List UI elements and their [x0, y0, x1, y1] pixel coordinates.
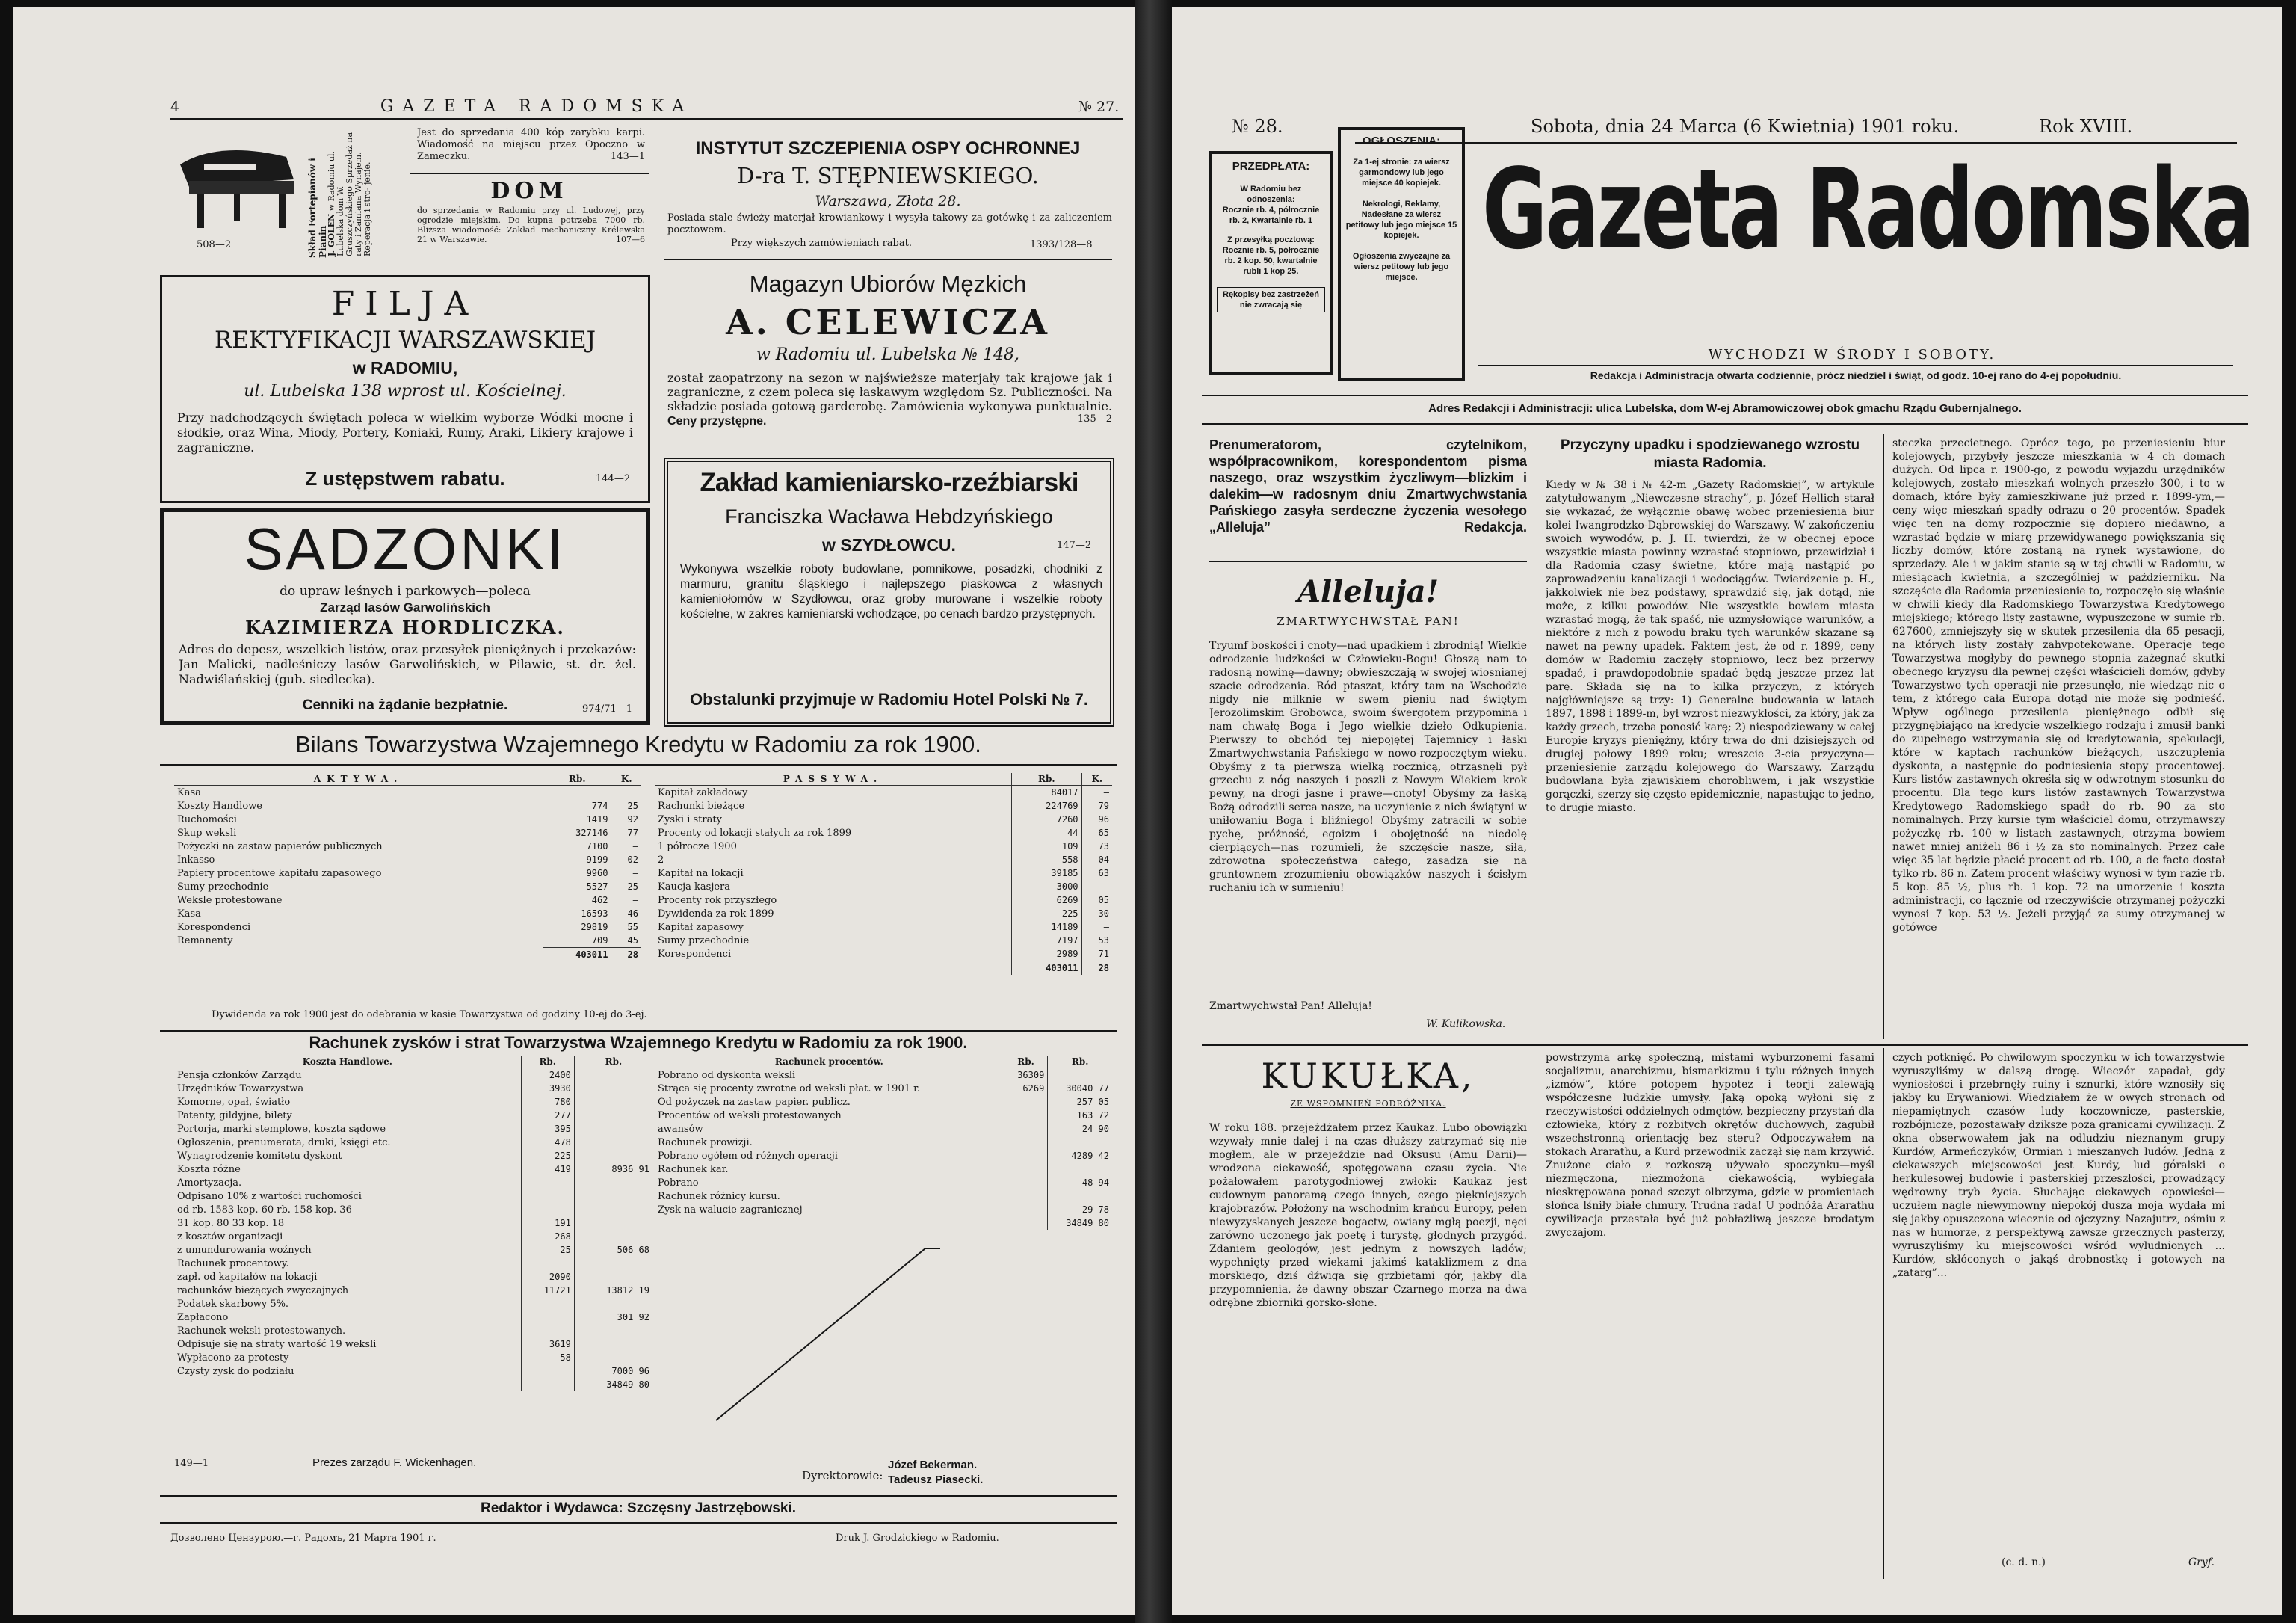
kukulka-col3: czych potknięć. Po chwilowym spoczynku w ich towarzystwie wyruszyliśmy w dalszą drogę. Wieczór zapadał, gdy wyniosłości i przebrnęły ruiny i sznurki, które wznosiły się jakby ku Erywaniowi. Wiedziałem że w owych stronach od niepamiętnych czasów ludy koczownicze, pasterskie, rozbójnicze, pozostawały dziksze poza granicami cywilizacji. Z okna obserwowałem jak na odludziu nieznanym grupy Kurdów, Armeńczyków, Ormian i mieszanych ludów. Jedną z ciekawszych miejscowości jest Kurdy, lud góralski o herkulesowej budowie i pasterskiej przeszłości, prowadzący wędrowny tryb życia. Słuchając ciekawych opowieści—uczułem nagle niewymowny niepokój dusza moja wydała mi się jakby opuszczona wiecznie od ojczyzny. Nazajutrz, ośmiu z nas w humorze, z perspektywą zawsze grzecznych pasterzy, wyruszyliśmy ku miejscowości wśród wyludnionych ... Kurdów, skłóconych o jakąś drobnostkę i gotowych na „zatarg”...: [1892, 1052, 2225, 1279]
kukulka-col2: powstrzyma arkę społeczną, mistami wyburzonemi fasami socjalizmu, anarchizmu, bismarkizmu i tylu różnych innych „izmów”, które potopem hypotez i teorji zalewają współczesne ludzkie umysły. Jaką opoką wyłoni się z rzeczywistości oddzielnych odmętów, bezpieczny przystań dla człowieka, który z rozbitych okrętów duchowych, zagubił wszechstronną orientację bez steru? Odpoczywałem na stokach Ararathu, a Kurd przewodnik zaczął się nam krzywić. Znużone ciało z rozkoszą używało spoczynku—myśl niezmęczona, niezmożona ciekawością, wybiegała nieskrępowana ponad szczyt olbrzyma, gdzie w promieniach słońca lśniły białe chmury. Trudna rada! U podnóża Ararathu cywilizacja przestała być już pobłażliwą jeszcze brodatym zwyczajom.: [1546, 1052, 1874, 1239]
table-row: Zysk na walucie zagranicznej 29 78: [655, 1203, 1112, 1216]
sadzonki-line2: Zarząd lasów Garwolińskich: [320, 600, 490, 615]
instytut-city: Warszawa, Złota 28.: [815, 193, 961, 209]
house-ad-title: DOM: [490, 178, 568, 204]
left-page: [13, 7, 1135, 1615]
filja-ad: [160, 275, 650, 503]
table-row: Kasa: [174, 786, 641, 800]
przyczyny-body: Kiedy w № 38 i № 42-m „Gazety Radomskiej”, w artykule zatytułowanym „Niewczesne strachy”, p. Józef Hellich starał się wykazać, że wyłącznie obawę wobec przeniesienia biur kolei Iwangrodzko-Dąbrowskiej do Warszawy. W zakończeniu swoich wywodów, p. J. H. twierdzi, że w obecnej epoce wszystkie miasta powinny wzrastać stopniowo, przewidział i dla Radomia czasy świetne, które mają nastąpić po zaprowadzeniu kanalizacji i wodociągów. Twierdzenie p. H., jakkolwiek nie bez podstawy, sprawdzić się, jak dotąd, nie może, z kilku powodów. Nie wszystkie bowiem miasta wzrastać mogą, że tak spaść, nie uzmysłowiące warunków, a niektóre z nich z powodu braku tych warunków skazane są nawet na pewny upadek. Faktem jest, że od r. 1899, ceny domów w Radomiu zaczęły stopniowo, lecz bez przerwy spadać, i prawdopodobnie spadać będą jeszcze przez lat parę. Składa się na to kilka przyczyn, z których najgłówniejsze są trzy: 1) Generalne budowania w latach 1897, 1898 i 1899-m, był wzrost niezwykłości, za który, jak za każdy grzech, trzeba ponosić karę; 2) niespodziewany w całej Europie kryzys pieniężny, który trwa do dni dzisiejszych od drugiej połowy 1899 roku; wreszcie 3-cia przyczyna—przeniesienie zarządu kolejowego do Warszawy. Zarządu budowlana była zjawiskiem chorobliwem, i jak wszystkie gorączki, szerzy się często epidemicznie, napastując to jedno, to drugie miasto.: [1546, 479, 1874, 814]
piano-illustration: [174, 135, 301, 232]
house-ad-text: do sprzedania w Radomiu przy ul. Ludowej, przy ogrodzie miejskim. Do kupna potrzeba 7000 rb. Bliższa wiadomość: Zakład mechaniczny Krélewska 21 w Warszawie. 107—6: [417, 206, 645, 244]
table-row: awansów 24 90: [655, 1122, 1112, 1136]
table-row: Kapitał zakładowy 84017 —: [655, 786, 1112, 800]
masthead-address: Adres Redakcji i Administracji: ulica Lubelska, dom W-ej Abramowiczowej obok gmachu Rządu Gubernjalnego.: [1428, 402, 2022, 415]
rachunek-left-table: Koszta Handlowe. Rb. Rb. Pensja członków Zarządu 2400 Urzędników Towarzystwa 3930 Komorne, opał, światło 780 Patenty, gildyjne, bilety 277 Portorja, marki stemplowe, koszta sądowe 395 Ogłoszenia, prenumerata, druki, księgi etc. 478 Wynagrodzenie komitetu dyskont 225 Koszta różne 419 8936 91 Amortyzacja. Odpisano 10% z wartości ruchomości od rb. 1583 kop. 60 rb. 158 kop. 36 31 kop. 80 33 kop. 18 191 z kosztów organizacji 268 z umundurowania woźnych 25 506 68 Rachunek procentowy. zapł. od kapitałów na lokacji 2090 rachunków bieżących zwyczajnych 11721 13812 19 Podatek skarbowy 5%. Zapłacono 301 92 Rachunek weksli protestowanych. Odpisuje się na straty wartość 19 weksli 3619 Wypłacono za protesty 58 Czysty zysk do podziału 7000 96 34849 80: [174, 1056, 652, 1391]
table-row: Kasa 16593 46: [174, 907, 641, 920]
table-row: Sumy przechodnie 7197 53: [655, 934, 1112, 947]
table-row: Czysty zysk do podziału 7000 96: [174, 1364, 652, 1378]
page-number: 4: [170, 99, 180, 115]
table-row: 34849 80: [655, 1216, 1112, 1230]
directors: Józef Bekerman. Tadeusz Piasecki.: [888, 1459, 984, 1486]
sadzonki-body: Adres do depesz, wszelkich listów, oraz przesyłek pieniężnych i przekazów: Jan Malicki, nadleśniczy lasów Garwolińskich, w Pilawie, st. dr. żel. Nadwiślańskiej (gub. siedlecka).: [179, 642, 636, 686]
kamieniarski-title: Zakład kamieniarsko-rzeźbiarski: [700, 468, 1078, 497]
piano-details: J. GOLEN w Radomiu ul. Lubelska dom W. Gruszczyńskiego Sprzedaż na raty i Zamiana Wynajem. Reperacja i stro- jenie.: [327, 132, 372, 256]
kamieniarski-place: w SZYDŁOWCU.: [822, 535, 956, 555]
alleluja-sub: ZMARTWYCHWSTAŁ PAN!: [1277, 615, 1460, 628]
issue-date: Sobota, dnia 24 Marca (6 Kwietnia) 1901 roku.: [1531, 116, 1960, 137]
table-row: Amortyzacja.: [174, 1176, 652, 1189]
kukulka-cont: (c. d. n.): [2002, 1556, 2046, 1568]
piano-ad: [174, 127, 331, 258]
running-title: GAZETA RADOMSKA: [380, 97, 694, 116]
sadzonki-title: SADZONKI: [244, 516, 567, 582]
table-row: 31 kop. 80 33 kop. 18 191: [174, 1216, 652, 1230]
pasywa-table: PASSYWA. Rb. K. Kapitał zakładowy 84017 — Rachunki bieżące 224769 79 Zyski i straty 7260 96 Procenty od lokacji stałych za rok 1899 44 65 1 półrocze 1900 109 73 2 558 04 Kapitał na lokacji 39185 63 Kaucja kasjera 3000 — Procenty rok przyszłego 6269 05 Dywidenda za rok 1899 225 30 Kapitał zapasowy 14189 — Sumy przechodnie 7197 53 Korespondenci 2989 71 403011 28: [655, 773, 1112, 975]
rachunek-ref: 149—1: [174, 1458, 209, 1469]
table-row: Zapłacono 301 92: [174, 1311, 652, 1324]
kamieniarski-name: Franciszka Wacława Hebdzyńskiego: [725, 505, 1053, 528]
right-page: [1172, 7, 2282, 1615]
kukulka-sub: ZE WSPOMNIEŃ PODRÓŻNIKA.: [1290, 1099, 1446, 1109]
table-row: Rachunek prowizji.: [655, 1136, 1112, 1149]
kamieniarski-footer: Obstalunki przyjmuje w Radomiu Hotel Polski № 7.: [689, 690, 1089, 709]
filja-line2: w RADOMIU,: [352, 358, 458, 378]
table-row: z umundurowania woźnych 25 506 68: [174, 1243, 652, 1257]
table-row: Korespondenci 29819 55: [174, 920, 641, 934]
sadzonki-footer: Cenniki na żądanie bezpłatnie.: [302, 697, 508, 713]
sadzonki-ref: 974/71—1: [582, 703, 633, 715]
celewicz-body: został zaopatrzony na sezon w najświeższe materjały tak krajowe jak i zagraniczne, z czem poleca się łaskawym względom Sz. Publiczności. Na składzie posiada gotową garderobę. Zamówienia wykonywa punktualnie. Ceny przystępne. 135—2: [667, 371, 1112, 428]
issue-year: Rok XVIII.: [2039, 116, 2133, 137]
table-row: Rachunek weksli protestowanych.: [174, 1324, 652, 1337]
table-row: 2 558 04: [655, 853, 1112, 866]
instytut-title: INSTYTUT SZCZEPIENIA OSPY OCHRONNEJ: [695, 138, 1081, 158]
table-row: Odpisano 10% z wartości ruchomości: [174, 1189, 652, 1203]
masthead-sub: WYCHODZI W ŚRODY I SOBOTY.: [1708, 347, 1996, 363]
piano-title: Skład Fortepianów i Pianin: [307, 158, 328, 258]
table-row: Pobrano 48 94: [655, 1176, 1112, 1189]
table-row: Koszta różne 419 8936 91: [174, 1162, 652, 1176]
printer-line: Druk J. Grodzickiego w Radomiu.: [836, 1533, 999, 1544]
table-row: Kaucja kasjera 3000 —: [655, 880, 1112, 893]
kamieniarski-body: Wykonywa wszelkie roboty budowlane, pomnikowe, posadzki, chodniki z marmuru, granitu śląskiego i najlepszego piaskowca z własnych kamieniołomów w Szydłowcu, oraz groby murowane i wszelkie roboty kościelne, w zakres kamieniarski wchodzące, po cenach bardzo przystępnych.: [680, 563, 1102, 620]
table-row: Rachunek kar.: [655, 1162, 1112, 1176]
table-row: Skup weksli 327146 77: [174, 826, 641, 840]
table-row: Urzędników Towarzystwa 3930: [174, 1082, 652, 1095]
sadzonki-line1: do upraw leśnych i parkowych—poleca: [280, 584, 531, 599]
table-row: Rachunek różnicy kursu.: [655, 1189, 1112, 1203]
table-row: Rachunek procentowy.: [174, 1257, 652, 1270]
table-row: Podatek skarbowy 5%.: [174, 1297, 652, 1311]
subscription-text: W Radomiu bez odnoszenia: Rocznie rb. 4, półrocznie rb. 2, Kwartalnie rb. 1 Z przesyłką pocztową: Rocznie rb. 5, półrocznie rb. 2 kop. 50, kwartalnie rubli 1 kop 25. Rękopisy bez zastrzeżeń nie zwracają się: [1217, 184, 1325, 312]
celewicz-name: A. CELEWICZA: [726, 302, 1050, 342]
table-row: Zyski i straty 7260 96: [655, 813, 1112, 826]
editor-line: Redaktor i Wydawca: Szczęsny Jastrzębowski.: [480, 1500, 797, 1516]
ads-pricing-box: [1338, 127, 1465, 381]
table-row: Inkasso 9199 02: [174, 853, 641, 866]
aktywa-table: AKTYWA. Rb. K. Kasa Koszty Handlowe 774 25 Ruchomości 1419 92 Skup weksli 327146 77 Pożyczki na zastaw papierów publicznych 7100 — Inkasso 9199 02 Papiery procentowe kapitału zapasowego 9960 — Sumy przechodnie 5527 25 Weksle protestowane 462 — Kasa 16593 46 Korespondenci 29819 55 Remanenty 709 45 403011 28: [174, 773, 641, 961]
table-row: Komorne, opał, światło 780: [174, 1095, 652, 1109]
table-row: Procentów od weksli protestowanych 163 72: [655, 1109, 1112, 1122]
filja-body: Przy nadchodzących świętach poleca w wielkim wyborze Wódki mocne i słodkie, oraz Wina, Miody, Portery, Koniaki, Rumy, Araki, Likiery krajowe i zagraniczne.: [177, 410, 633, 455]
filja-line1: REKTYFIKACJI WARSZAWSKIEJ: [214, 327, 596, 354]
instytut-body: Posiada stale świeży materjał krowiankowy i wysyła takowy za gotówkę i za zaliczeniem pocztowem.: [667, 212, 1112, 235]
issue-number: № 27.: [1078, 99, 1120, 115]
directors-label: Dyrektorowie:: [802, 1469, 883, 1482]
table-row: Ruchomości 1419 92: [174, 813, 641, 826]
alleluja-sign: W. Kulikowska.: [1426, 1018, 1506, 1030]
przyczyny-continued: steczka przecietnego. Oprócz tego, po przeniesieniu biur kolejowych, przybyły jeszcze mieszkania w 4 ch domach dużych. Od lipca r. 1900-go, z powodu wyjazdu urzędników kolejowych, zostało mieszkań wolnych przeszło 300, i to w domach, które były zamieszkiwane już przed r. 1899-ym,—ceny więc mieszkań spadły odrazu o 20 procentów. Spadek więc ten na domy rozpocznie się dopiero niedawno, a wzrastać będzie w miarę przewidywanego powiększania się liczby domów, które zostaną na rynek wystawione, do sprzedaży. Ale i w jakim stanie są w tej chwili w Radomiu, w miesiącach kwietnia, a szczególniej w październiku. Na szczęście dla Radomia przeniesienie to, rozpoczęło się właśnie w chwili kiedy dla Radomskiego Towarzystwa Kredytowego miejskiego; którego listy zastawne, wypuszczone w sumie rb. 627600, zmniejszyły się w skutek przesilenia dla 65 pesacji, na których listy zostały zahypotekowane. Operacje tego Towarzystwa mogłyby do pewnego stopnia zażegnać skutki obecnego kryzysu dla pewnej części właścicieli domów, gdyby Towarzystwo tych operacji nie przesunęło, nie wiedząc nic o tem, z którego cała Europa dotąd nie może się podnieść. Wpływ ogólnego przesilenia pieniężnego odbił się przygnębiająco na kredycie wszelkiego rodzaju i zmusił banki do zupełnego wstrzymania się od kredytowania, spekulacji, które w kaptach rachunków bieżących, uszczuplenia dyskonta, a następnie do podniesienia stopy procentowej. Kurs listów zastawnych określa się w odwrotnym stosunku do procentu. Dla tego kurs listów zastawnych Towarzystwa Kredytowego Radomskiego spadł do rb. 90 za sto nominalnych. Przy kursie tym właściciel domu, otrzymawszy pożyczkę rb. 100 w listach zastawnych, otrzyma bowiem nawet mniej aniżeli 86 i ½ za sto nominalnych. Przez całe więc 35 lat będzie płacić procent od rb. 100, a de facto dostał tylko rb. 86 n. Zatem procent właściwy wynosi w tym razie rb. 5 kop. 85 ½, plus rb. 1 kop. 72 na umorzenie i koszta administracji, co łącznie od rzeczywiście otrzymanej pożyczki wynosi 7 kop. 53 ½. Jeżeli przyjąć za sumy otrzymanej w gotówce: [1892, 437, 2225, 934]
rachunek-signed: Prezes zarządu F. Wickenhagen.: [312, 1456, 477, 1469]
table-row: Papiery procentowe kapitału zapasowego 9960 —: [174, 866, 641, 880]
filja-title: FILJA: [331, 285, 479, 323]
table-row: Korespondenci 2989 71: [655, 947, 1112, 961]
censor-line: Дозволено Цензурою.—г. Радомъ, 21 Марта 1901 г.: [170, 1533, 436, 1544]
table-row: Sumy przechodnie 5527 25: [174, 880, 641, 893]
table-row: Dywidenda za rok 1899 225 30: [655, 907, 1112, 920]
filja-line3: ul. Lubelska 138 wprost ul. Kościelnej.: [244, 382, 567, 401]
bilans-title: Bilans Towarzystwa Wzajemnego Kredytu w Radomiu za rok 1900.: [295, 731, 981, 757]
sadzonki-ad: [160, 508, 650, 725]
instytut-ref: 1393/128—8: [1030, 239, 1093, 250]
table-row: Ogłoszenia, prenumerata, druki, księgi etc. 478: [174, 1136, 652, 1149]
page-gutter: [1135, 0, 1172, 1623]
table-row: Patenty, gildyjne, bilety 277: [174, 1109, 652, 1122]
masthead-office: Redakcja i Administracja otwarta codziennie, prócz niedziel i świąt, od godz. 10-ej rano do 4-ej popołudniu.: [1590, 369, 2122, 381]
rachunek-right-table: Rachunek procentów. Rb. Rb. Pobrano od dyskonta weksli 36309 Strąca się procenty zwrotne od weksli płat. w 1901 r. 6269 30040 77 Od pożyczek na zastaw papier. publicz. 257 05 Procentów od weksli protestowanych 163 72 awansów 24 90 Rachunek prowizji. Pobrano ogółem od różnych operacji 4289 42 Rachunek kar. Pobrano 48 94 Rachunek różnicy kursu. Zysk na walucie zagranicznej 29 78 34849 80: [655, 1056, 1112, 1230]
table-row: Pobrano ogółem od różnych operacji 4289 42: [655, 1149, 1112, 1162]
przyczyny-title: Przyczyny upadku i spodziewanego wzrostu miasta Radomia.: [1560, 437, 1860, 471]
table-row: Wynagrodzenie komitetu dyskont 225: [174, 1149, 652, 1162]
ads-pricing-title: OGŁOSZENIA:: [1362, 135, 1441, 147]
table-row: Pożyczki na zastaw papierów publicznych 7100 —: [174, 840, 641, 853]
table-row: rachunków bieżących zwyczajnych 11721 13812 19: [174, 1284, 652, 1297]
table-row: Pensja członków Zarządu 2400: [174, 1068, 652, 1082]
masthead-title: Gazeta Radomska: [1482, 145, 2253, 274]
issue-number-right: № 28.: [1232, 116, 1283, 137]
table-row: Remanenty 709 45: [174, 934, 641, 948]
alleluja-title: Alleluja!: [1297, 574, 1439, 609]
alleluja-tail: Zmartwychwstał Pan! Alleluja!: [1209, 1000, 1372, 1012]
total-row: 403011 28: [174, 948, 641, 962]
piano-ref: 508—2: [197, 239, 232, 250]
table-row: Procenty od lokacji stałych za rok 1899 44 65: [655, 826, 1112, 840]
bilans-note: Dywidenda za rok 1900 jest do odebrania w kasie Towarzystwa od godziny 10-ej do 3-ej.: [212, 1009, 647, 1020]
kukulka-title: KUKUŁKA,: [1261, 1056, 1475, 1096]
table-row: 1 półrocze 1900 109 73: [655, 840, 1112, 853]
table-row: od rb. 1583 kop. 60 rb. 158 kop. 36: [174, 1203, 652, 1216]
table-row: Procenty rok przyszłego 6269 05: [655, 893, 1112, 907]
celewicz-title: Magazyn Ubiorów Męzkich: [749, 271, 1027, 297]
celewicz-address: w Radomiu ul. Lubelska № 148,: [756, 345, 1020, 364]
table-row: Pobrano od dyskonta weksli 36309: [655, 1068, 1112, 1082]
table-row: Odpisuje się na straty wartość 19 weksli 3619: [174, 1337, 652, 1351]
subscription-box: [1209, 151, 1333, 375]
table-row: z kosztów organizacji 268: [174, 1230, 652, 1243]
alleluja-body: Tryumf boskości i cnoty—nad upadkiem i zbrodnią! Wielkie odrodzenie ludzkości w Człowieku-Bogu! Głoszą nam to radosną nowinę—dawny; obwieszczają w swojej wiosnianej szacie odrodzenia. Ród ptaszat, który tam na Wschodzie nigdy nie milknie w swem pieniu nad świętym Jerozolimskim Grobowca, swoim śwergotem przypomina i nam chwałę Boga i Jego wielkie dzieło Odkupienia. Pierwszy to obchód tej niepojętej Tajemnicy i łaski Zmartwychwstania Pańskiego w nowo-rozpoczętym wieku. Obyśmy z tą pierwszą wielką rocznicą, otrząsnęli pył grzechu z nóg naszych i poszli z Nowym Wiekiem krok pewny, na drogi jasne i prawe—cnoty! Obyśmy za łaską Bożą odrodzili serca nasze, na uczynienie z nich świątyni w uniłowaniu Boga i bliźniego! Obyśmy zatracili w sobie pychę, próżność, egoizm i obojętność na niedolę cierpiących—nas rozumieli, że szczęście nasze, siła, zdrowotna społeczeństwa całego, zasadza się na gruntownem zrozumieniu obowiązków naszych i ścisłym ruchaniu ich w sumieniu!: [1209, 640, 1527, 894]
balance-line: [716, 1248, 940, 1428]
table-row: Portorja, marki stemplowe, koszta sądowe 395: [174, 1122, 652, 1136]
kukulka-sign: Gryf.: [2188, 1556, 2215, 1568]
table-row: zapł. od kapitałów na lokacji 2090: [174, 1270, 652, 1284]
filja-ref: 144—2: [596, 473, 631, 484]
ads-pricing-text: Za 1-ej stronie: za wiersz garmondowy lub jego miejsce 40 kopiejek. Nekrologi, Reklamy, Nadesłane za wiersz petitowy lub jego miejsce 15 kopiejek. Ogłoszenia zwyczajne za wiersz petitowy lub jego miejsce.: [1345, 158, 1457, 282]
table-row: 34849 80: [174, 1378, 652, 1391]
rachunek-title: Rachunek zysków i strat Towarzystwa Wzajemnego Kredytu w Radomiu za rok 1900.: [309, 1033, 968, 1052]
table-row: Koszty Handlowe 774 25: [174, 799, 641, 813]
table-row: Kapitał na lokacji 39185 63: [655, 866, 1112, 880]
filja-footer: Z ustępstwem rabatu.: [305, 467, 505, 490]
carp-ad: Jest do sprzedania 400 kóp zarybku karpi. Wiadomość na miejscu przez Opoczno w Zameczku. 143—1: [417, 127, 645, 162]
table-row: Rachunki bieżące 224769 79: [655, 799, 1112, 813]
instytut-name: D-ra T. STĘPNIEWSKIEGO.: [737, 163, 1039, 188]
table-row: Strąca się procenty zwrotne od weksli płat. w 1901 r. 6269 30040 77: [655, 1082, 1112, 1095]
kamieniarski-ad: [664, 458, 1114, 727]
sadzonki-line3: KAZIMIERZA HORDLICZKA.: [245, 617, 565, 638]
instytut-line: Przy większych zamówieniach rabat.: [731, 238, 912, 249]
greeting: Prenumeratorom, czytelnikom, współpracownikom, korespondentom pisma naszego, oraz wszystkim życzliwym—blizkim i dalekim—w radosnym dniu Zmartwychwstania Pańskiego zasyła serdeczne życzenia wesołego „Alleluja” Redakcja.: [1209, 437, 1527, 535]
table-row: Wypłacono za protesty 58: [174, 1351, 652, 1364]
total-row: 403011 28: [655, 961, 1112, 976]
kamieniarski-ref: 147—2: [1057, 540, 1092, 551]
kukulka-body: W roku 188. przejeżdżałem przez Kaukaz. Lubo obowiązki wzywały mnie dalej i na czas dłuższy zatrzymać się nie mogłem, ale w przejeździe nad Oksusu (Amu Darii)—wrodzona ciekawość, spotęgowana czasu życia. Nie pożałowałem parotygodniowej zwłoki: Kaukaz jest cudownym panoramą czego innych, czego piękniejszych krajobrazów. Położony na wschodnim krańcu Europy, pełen niewyzyskanych jeszcze bogactw, owiany mgłą poezji, nęci zarówno uczonego jak poetę i turystę, głodnych przygód. Zdaniem geologów, jest jednym z nowszych lądów; wypchnięty przed wiekami jakimś kataklizmem z dna morskiego, dziś dźwiga się grzbietami gór, jakby dla przypomnienia, że dawny obszar Czarnego morza na dwa odrębne zbiorniki gorsko-słone.: [1209, 1122, 1527, 1309]
table-row: Weksle protestowane 462 —: [174, 893, 641, 907]
table-row: Kapitał zapasowy 14189 —: [655, 920, 1112, 934]
subscription-title: PRZEDPŁATA:: [1232, 160, 1310, 173]
table-row: Od pożyczek na zastaw papier. publicz. 257 05: [655, 1095, 1112, 1109]
